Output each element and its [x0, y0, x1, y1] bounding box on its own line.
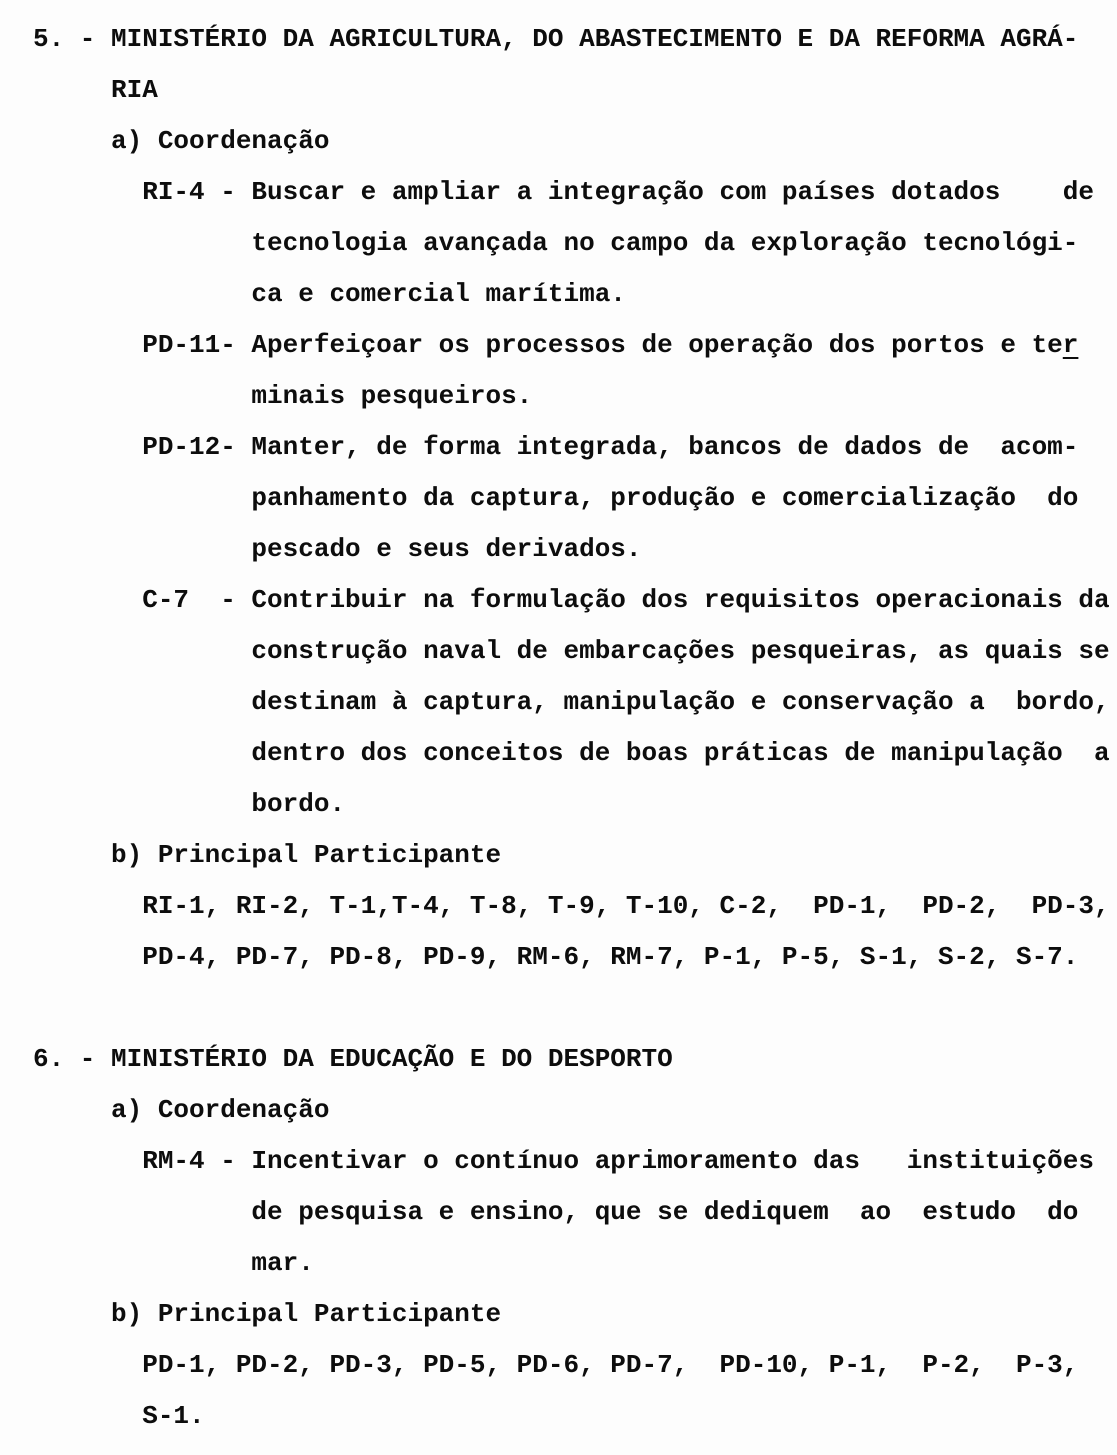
underlined-character: r — [1062, 330, 1079, 360]
document-line: RI-1, RI-2, T-1,T-4, T-8, T-9, T-10, C-2, PD-1, PD-2, PD-3, — [33, 891, 1110, 921]
document-line: RIA — [33, 75, 158, 105]
document-body — [33, 14, 1117, 1442]
document-line: RM-4 - Incentivar o contínuo aprimoramento das instituições — [33, 1146, 1094, 1176]
document-line: minais pesqueiros. — [33, 381, 533, 411]
document-line: PD-1, PD-2, PD-3, PD-5, PD-6, PD-7, PD-10, P-1, P-2, P-3, — [33, 1350, 1079, 1380]
document-line: 6. - MINISTÉRIO DA EDUCAÇÃO E DO DESPORTO — [33, 1044, 673, 1074]
document-line: PD-4, PD-7, PD-8, PD-9, RM-6, RM-7, P-1, P-5, S-1, S-2, S-7. — [33, 942, 1079, 972]
document-line — [33, 983, 1117, 1034]
document-line: de pesquisa e ensino, que se dediquem ao estudo do — [33, 1197, 1079, 1227]
document-line: b) Principal Participante — [33, 1299, 502, 1329]
document-line: bordo. — [33, 789, 346, 819]
document-line: panhamento da captura, produção e comercialização do — [33, 483, 1079, 513]
document-line: PD-12- Manter, de forma integrada, bancos de dados de acom- — [33, 432, 1079, 462]
document-line: tecnologia avançada no campo da exploração tecnológi- — [33, 228, 1079, 258]
document-line: dentro dos conceitos de boas práticas de manipulação a — [33, 738, 1110, 768]
document-line: pescado e seus derivados. — [33, 534, 642, 564]
document-line: a) Coordenação — [33, 1095, 330, 1125]
document-line: construção naval de embarcações pesqueiras, as quais se — [33, 636, 1110, 666]
document-line: b) Principal Participante — [33, 840, 502, 870]
document-line: destinam à captura, manipulação e conservação a bordo, — [33, 687, 1110, 717]
document-line: PD-11- Aperfeiçoar os processos de operação dos portos e ter — [33, 330, 1079, 360]
document-line: S-1. — [33, 1401, 205, 1431]
document-line: mar. — [33, 1248, 314, 1278]
document-line: ca e comercial marítima. — [33, 279, 626, 309]
document-line: RI-4 - Buscar e ampliar a integração com países dotados de — [33, 177, 1094, 207]
document-line: C-7 - Contribuir na formulação dos requisitos operacionais da — [33, 585, 1110, 615]
document-line: a) Coordenação — [33, 126, 330, 156]
document-line: 5. - MINISTÉRIO DA AGRICULTURA, DO ABASTECIMENTO E DA REFORMA AGRÁ- — [33, 24, 1079, 54]
